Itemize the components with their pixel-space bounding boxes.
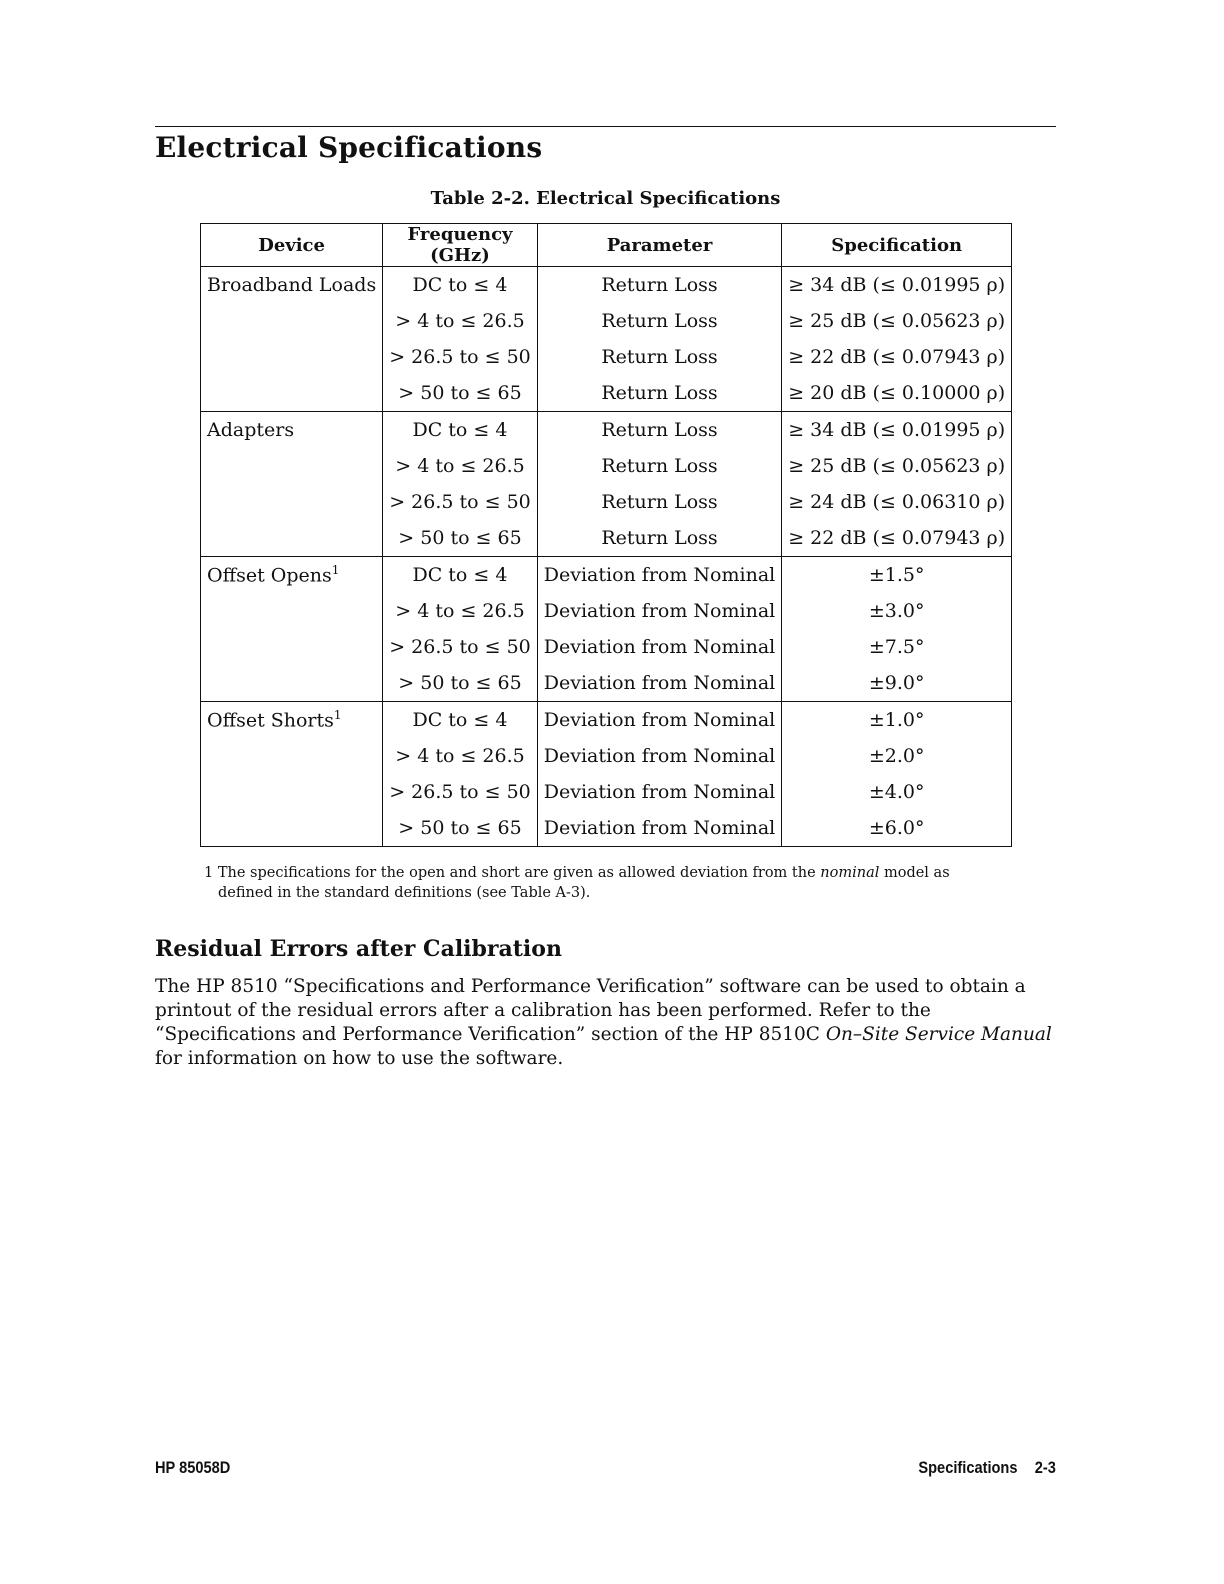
parameter-cell: Deviation from Nominal: [537, 629, 781, 665]
frequency-cell: > 26.5 to ≤ 50: [383, 629, 538, 665]
parameter-cell: Deviation from Nominal: [537, 702, 781, 739]
specification-cell: ≥ 25 dB (≤ 0.05623 ρ): [782, 303, 1012, 339]
specification-cell: ±3.0°: [782, 593, 1012, 629]
footer-page-number: 2-3: [1034, 1458, 1056, 1477]
table-row: [201, 702, 1012, 739]
table-row: [201, 412, 1012, 449]
specification-cell: ±6.0°: [782, 810, 1012, 847]
table-row: [201, 339, 1012, 375]
frequency-cell: DC to ≤ 4: [383, 702, 538, 739]
footnote-mark: 1: [331, 563, 340, 578]
header-device: Device: [201, 224, 383, 267]
residual-errors-title: Residual Errors after Calibration: [155, 936, 562, 962]
spec-table-head: [201, 224, 1012, 267]
footnote-text-after: model as: [879, 865, 950, 881]
table-row: [201, 774, 1012, 810]
table-row: [201, 520, 1012, 557]
specification-cell: ±7.5°: [782, 629, 1012, 665]
frequency-cell: > 4 to ≤ 26.5: [383, 738, 538, 774]
table-row: [201, 629, 1012, 665]
frequency-cell: > 4 to ≤ 26.5: [383, 448, 538, 484]
frequency-cell: DC to ≤ 4: [383, 267, 538, 304]
table-row: [201, 810, 1012, 847]
specification-cell: ≥ 20 dB (≤ 0.10000 ρ): [782, 375, 1012, 412]
header-parameter: Parameter: [537, 224, 781, 267]
frequency-cell: > 50 to ≤ 65: [383, 810, 538, 847]
parameter-cell: Deviation from Nominal: [537, 774, 781, 810]
parameter-cell: Deviation from Nominal: [537, 557, 781, 594]
device-cell: [201, 267, 383, 304]
header-frequency: Frequency (GHz): [383, 224, 538, 267]
footer-model: HP 85058D: [155, 1458, 231, 1477]
frequency-cell: > 26.5 to ≤ 50: [383, 774, 538, 810]
specification-cell: ≥ 22 dB (≤ 0.07943 ρ): [782, 339, 1012, 375]
table-row: [201, 665, 1012, 702]
top-rule: [155, 126, 1056, 127]
frequency-cell: > 4 to ≤ 26.5: [383, 593, 538, 629]
parameter-cell: Return Loss: [537, 303, 781, 339]
frequency-cell: > 50 to ≤ 65: [383, 665, 538, 702]
parameter-cell: Return Loss: [537, 520, 781, 557]
frequency-cell: > 50 to ≤ 65: [383, 375, 538, 412]
table-row: [201, 267, 1012, 304]
table-caption: Table 2-2. Electrical Specifications: [430, 188, 781, 209]
specification-cell: ≥ 25 dB (≤ 0.05623 ρ): [782, 448, 1012, 484]
specification-cell: ±2.0°: [782, 738, 1012, 774]
footnote-italic: nominal: [820, 865, 880, 881]
device-name: Adapters: [207, 419, 295, 441]
specification-cell: ±1.5°: [782, 557, 1012, 594]
parameter-cell: Deviation from Nominal: [537, 665, 781, 702]
table-row: [201, 448, 1012, 484]
manual-title: On–Site Service Manual: [825, 1024, 1052, 1045]
frequency-cell: DC to ≤ 4: [383, 412, 538, 449]
specification-cell: ±1.0°: [782, 702, 1012, 739]
specification-cell: ±4.0°: [782, 774, 1012, 810]
table-row: [201, 593, 1012, 629]
header-specification: Specification: [782, 224, 1012, 267]
device-cell: [201, 520, 383, 557]
parameter-cell: Return Loss: [537, 267, 781, 304]
residual-text-after: for information on how to use the software.: [155, 1048, 564, 1069]
device-cell: [201, 665, 383, 702]
device-cell: [201, 448, 383, 484]
footer-page-info: [919, 1458, 1056, 1478]
table-row: [201, 557, 1012, 594]
device-cell: [201, 484, 383, 520]
device-cell: [201, 412, 383, 449]
frequency-cell: > 26.5 to ≤ 50: [383, 484, 538, 520]
device-name: Offset Shorts: [207, 709, 334, 732]
device-cell: [201, 339, 383, 375]
device-cell: [201, 303, 383, 339]
table-row: [201, 375, 1012, 412]
device-cell: [201, 375, 383, 412]
frequency-cell: DC to ≤ 4: [383, 557, 538, 594]
footnote-line2: defined in the standard definitions (see Table A-3).: [218, 885, 591, 901]
table-row: [201, 738, 1012, 774]
table-row: [201, 303, 1012, 339]
footnote-number: 1: [204, 865, 214, 881]
parameter-cell: Deviation from Nominal: [537, 810, 781, 847]
table-row: [201, 484, 1012, 520]
frequency-cell: > 4 to ≤ 26.5: [383, 303, 538, 339]
parameter-cell: Deviation from Nominal: [537, 593, 781, 629]
device-name: Offset Opens: [207, 564, 332, 587]
spec-table: [200, 223, 1012, 847]
specification-cell: ≥ 34 dB (≤ 0.01995 ρ): [782, 412, 1012, 449]
footnote-text: The specifications for the open and short are given as allowed deviation from the: [217, 865, 821, 881]
device-name: Broadband Loads: [207, 274, 377, 296]
device-cell: [201, 629, 383, 665]
specification-cell: ≥ 22 dB (≤ 0.07943 ρ): [782, 520, 1012, 557]
device-cell: [201, 702, 383, 739]
spec-table-body: [201, 267, 1012, 847]
specification-cell: ≥ 24 dB (≤ 0.06310 ρ): [782, 484, 1012, 520]
footnote: [204, 863, 1004, 903]
parameter-cell: Return Loss: [537, 484, 781, 520]
frequency-cell: > 50 to ≤ 65: [383, 520, 538, 557]
parameter-cell: Deviation from Nominal: [537, 738, 781, 774]
frequency-cell: > 26.5 to ≤ 50: [383, 339, 538, 375]
specification-cell: ≥ 34 dB (≤ 0.01995 ρ): [782, 267, 1012, 304]
parameter-cell: Return Loss: [537, 448, 781, 484]
residual-errors-paragraph: [155, 975, 1060, 1071]
device-cell: [201, 557, 383, 594]
device-cell: [201, 593, 383, 629]
parameter-cell: Return Loss: [537, 339, 781, 375]
specification-cell: ±9.0°: [782, 665, 1012, 702]
footer-section: Specifications: [918, 1458, 1018, 1477]
header-row: [201, 224, 1012, 267]
parameter-cell: Return Loss: [537, 375, 781, 412]
device-cell: [201, 774, 383, 810]
footnote-mark: 1: [333, 708, 342, 723]
device-cell: [201, 738, 383, 774]
device-cell: [201, 810, 383, 847]
section-title: Electrical Specifications: [155, 131, 543, 164]
residual-text: The HP 8510 “Specifications and Performance Verification” software can be used to obtain a printout of the residual errors after a calibration has been performed. Refer to the “Specifications and Performance Verification” section of the HP 8510C: [155, 976, 1026, 1045]
parameter-cell: Return Loss: [537, 412, 781, 449]
